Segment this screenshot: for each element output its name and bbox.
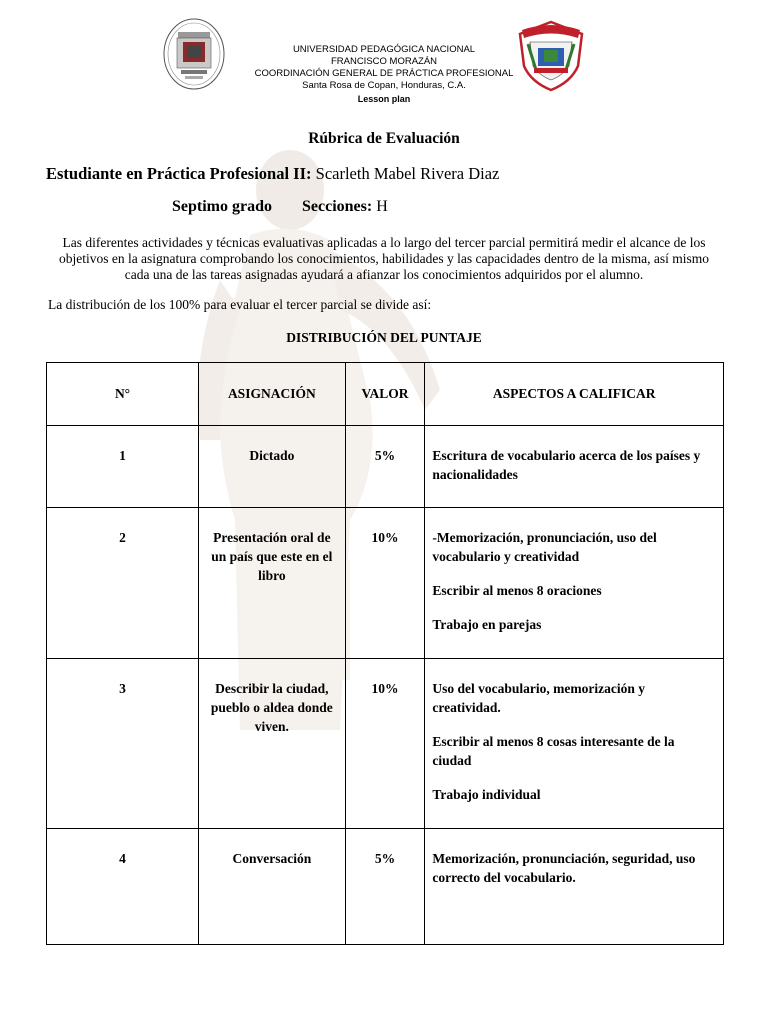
aspect-item: Uso del vocabulario, memorización y creatividad. (432, 681, 645, 715)
header-assignment: ASIGNACIÓN (199, 363, 346, 426)
row-number: 1 (119, 448, 126, 463)
student-name: Scarleth Mabel Rivera Diaz (315, 164, 500, 183)
row-value: 10% (371, 530, 399, 545)
table-row (47, 829, 724, 945)
student-line (46, 164, 499, 184)
sections-value: H (376, 198, 388, 215)
aspect-item: Memorización, pronunciación, seguridad, uso correcto del vocabulario. (432, 851, 696, 885)
rubric-title: Rúbrica de Evaluación (308, 130, 460, 147)
table-row (47, 659, 724, 829)
header-number: N° (47, 363, 199, 426)
score-distribution-table (46, 362, 724, 945)
row-assignment: Dictado (249, 448, 295, 463)
aspect-item: Escritura de vocabulario acerca de los países y nacionalidades (432, 448, 701, 482)
row-aspects (425, 426, 723, 484)
university-founder-name: FRANCISCO MORAZÁN (330, 56, 438, 67)
table-header-row (47, 363, 724, 426)
aspect-item: Escribir al menos 8 oraciones (432, 583, 602, 598)
row-aspects (425, 659, 723, 804)
row-number: 2 (119, 530, 126, 545)
aspect-item: Escribir al menos 8 cosas interesante de la ciudad (432, 734, 675, 768)
aspect-item: Trabajo en parejas (432, 617, 542, 632)
header-aspects: ASPECTOS A CALIFICAR (425, 363, 724, 426)
row-assignment: Conversación (232, 851, 312, 866)
header-value: VALOR (345, 363, 425, 426)
student-label: Estudiante en Práctica Profesional II: (46, 164, 312, 183)
coordination-name: COORDINACIÓN GENERAL DE PRÁCTICA PROFESIONAL (254, 68, 514, 79)
row-assignment: Describir la ciudad, pueblo o aldea donde viven. (210, 681, 333, 734)
grade-label: Septimo grado (172, 198, 272, 215)
row-value: 5% (374, 851, 396, 866)
table-row (47, 426, 724, 508)
intro-paragraph: Las diferentes actividades y técnicas evaluativas aplicadas a lo largo del tercer parcial permitirá medir el alcance de los objetivos en la asignatura comprobando los conocimientos, habilidades y las capacidades dentro de la misma, así mismo cada una de las tareas asignadas ayudará a afianzar los conocimientos adquiridos por el alumno. (58, 235, 710, 282)
distribution-title: DISTRIBUCIÓN DEL PUNTAJE (286, 330, 482, 345)
row-value: 5% (374, 448, 396, 463)
aspect-item: -Memorización, pronunciación, uso del vocabulario y creatividad (432, 530, 657, 564)
row-assignment: Presentación oral de un país que este en el libro (211, 530, 333, 583)
table-row (47, 508, 724, 659)
row-value: 10% (371, 681, 399, 696)
sections-label: Secciones: (302, 198, 373, 215)
institution-header (230, 44, 538, 105)
grade-line (172, 198, 388, 216)
university-seal-logo (163, 18, 225, 90)
lesson-plan-label: Lesson plan (357, 94, 411, 104)
row-aspects (425, 829, 723, 887)
aspect-item: Trabajo individual (432, 787, 541, 802)
university-name: UNIVERSIDAD PEDAGÓGICA NACIONAL (292, 44, 476, 55)
row-aspects (425, 508, 723, 634)
distribution-sentence: La distribución de los 100% para evaluar el tercer parcial se divide así: (48, 297, 432, 312)
row-number: 4 (119, 851, 126, 866)
location-text: Santa Rosa de Copan, Honduras, C.A. (302, 80, 466, 91)
row-number: 3 (119, 681, 126, 696)
